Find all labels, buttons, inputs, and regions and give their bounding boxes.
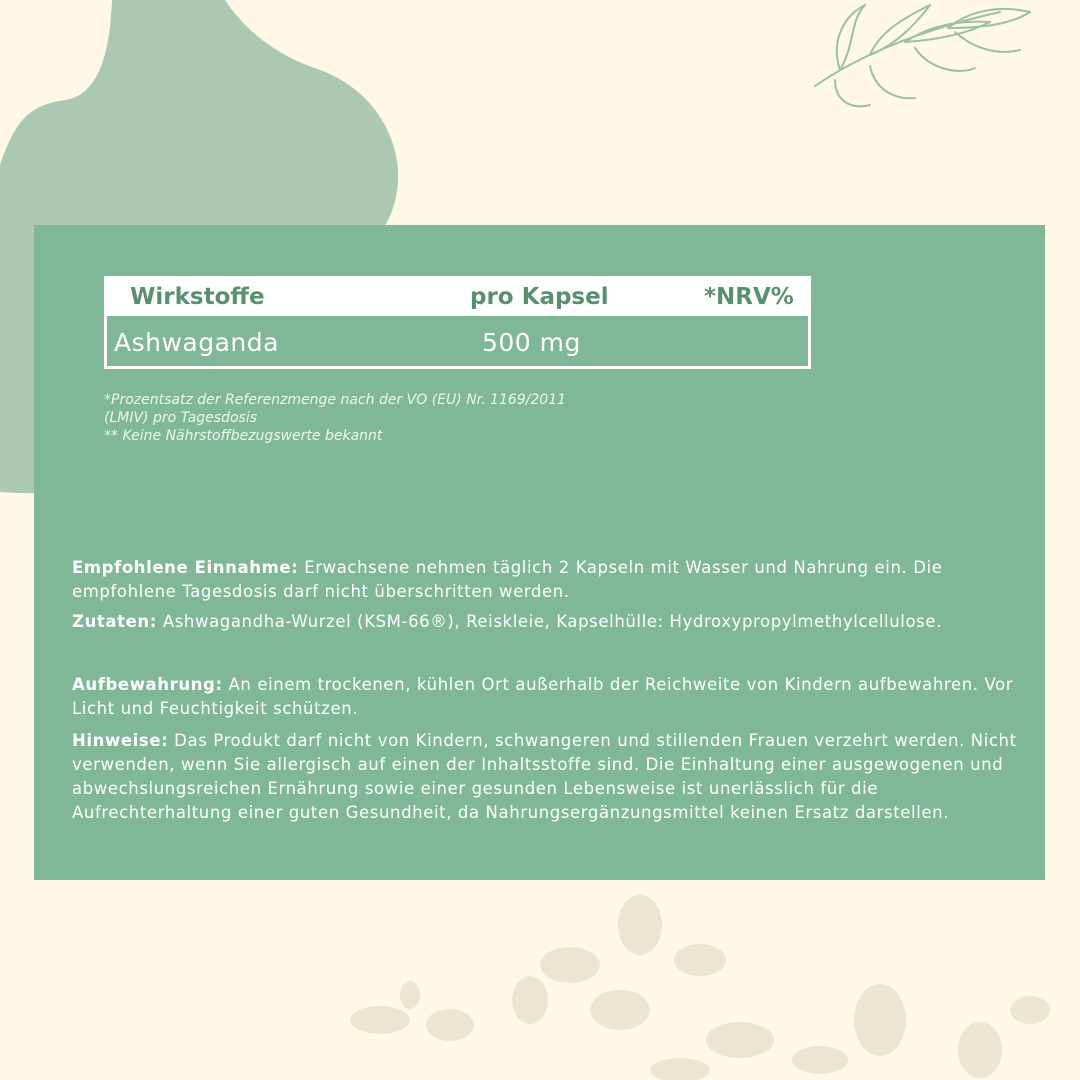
section-label: Zutaten: bbox=[72, 612, 157, 631]
section-label: Aufbewahrung: bbox=[72, 675, 223, 694]
section-aufbewahrung bbox=[72, 673, 1032, 721]
cell-amount: 500 mg bbox=[482, 328, 581, 357]
table-header-row bbox=[107, 279, 808, 316]
section-text: Ashwagandha-Wurzel (KSM-66®), Reiskleie, Kapselhülle: Hydroxypropylmethylcellulose. bbox=[162, 612, 942, 631]
section-text: Das Produkt darf nicht von Kindern, schwangeren und stillenden Frauen verzehrt werden. Nicht verwenden, wenn Sie allergisch auf einen der Inhaltsstoffe sind. Die Einhaltung einer ausgewogenen und abwechslungsreichen Ernährung sowie einer gesunden Lebensweise ist unerlässlich für die Aufrechterhaltung einer guten Gesundheit, da Nahrungsergänzungsmittel keinen Ersatz darstellen. bbox=[72, 731, 1017, 822]
section-hinweise bbox=[72, 729, 1032, 825]
footnote-line: *Prozentsatz der Referenzmenge nach der VO (EU) Nr. 1169/2011 bbox=[104, 392, 567, 408]
section-label: Empfohlene Einnahme: bbox=[72, 558, 299, 577]
product-info-panel bbox=[34, 225, 1045, 880]
footnote-line: (LMIV) pro Tagesdosis bbox=[104, 410, 258, 426]
section-zutaten bbox=[72, 612, 1032, 631]
column-header-nrv: *NRV% bbox=[704, 284, 794, 310]
ingredients-table bbox=[104, 276, 811, 369]
column-header-pro-kapsel: pro Kapsel bbox=[470, 284, 609, 310]
column-header-wirkstoffe: Wirkstoffe bbox=[130, 284, 265, 310]
section-empfohlene-einnahme bbox=[72, 556, 1032, 604]
table-footnotes bbox=[104, 391, 664, 445]
footnote-line: ** Keine Nährstoffbezugswerte bekannt bbox=[104, 428, 383, 444]
section-text: Erwachsene nehmen täglich 2 Kapseln mit Wasser und Nahrung ein. Die empfohlene Tagesdosis darf nicht überschritten werden. bbox=[72, 558, 943, 601]
blurred-leaves-decoration bbox=[350, 895, 1050, 1080]
section-text: An einem trockenen, kühlen Ort außerhalb der Reichweite von Kindern aufbewahren. Vor Licht und Feuchtigkeit schützen. bbox=[72, 675, 1014, 718]
section-label: Hinweise: bbox=[72, 731, 169, 750]
table-row bbox=[107, 316, 808, 366]
cell-ingredient: Ashwaganda bbox=[114, 328, 279, 357]
leaf-branch-icon bbox=[815, 5, 1030, 106]
